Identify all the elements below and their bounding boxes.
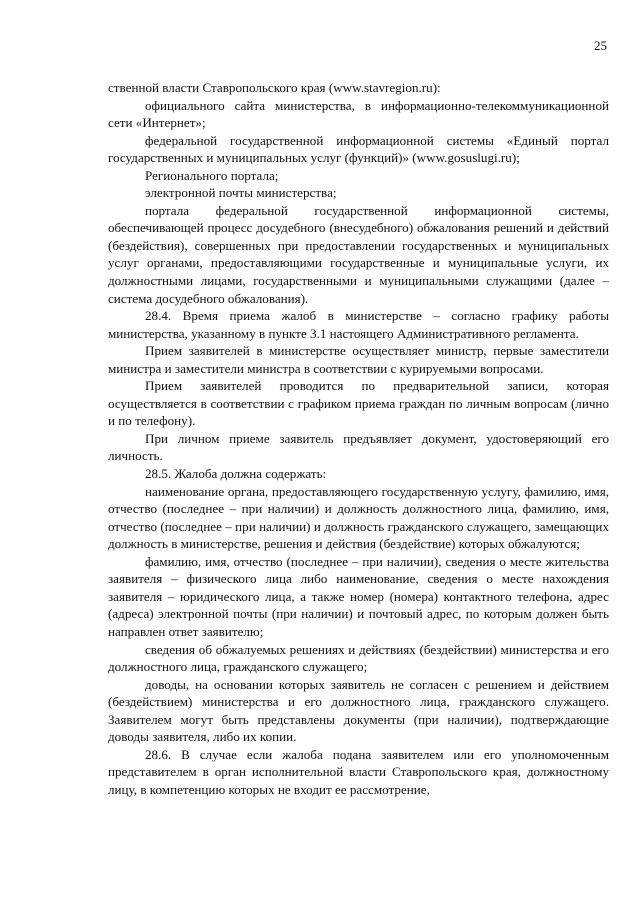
paragraph: Регионального портала; (145, 167, 279, 183)
paragraph: 28.6. В случае если жалоба подана заявителем или его уполномоченным представителем в орган исполнительной власти Ставропольского края, должностному лицу, в компетенцию которых не входит ее рассмотрение, (108, 746, 609, 797)
paragraph: портала федеральной государственной информационной системы, обеспечивающей процесс досудебного (внесудебного) обжалования решений и действий (бездействия), совершенных при предоставлении государственных и муниципальных услуг органами, предоставляющими государственные и муниципальные услуги, их должностными лицами, государственными и муниципальными служащими (далее – система досудебного обжалования). (108, 202, 609, 306)
paragraph: фамилию, имя, отчество (последнее – при наличии), сведения о месте жительства заявителя – физического лица либо наименование, сведения о месте нахождения заявителя – юридического лица, а также номер (номера) контактного телефона, адрес (адреса) электронной почты (при наличии) и почтовый адрес, по которым должен быть направлен ответ заявителю; (108, 553, 609, 639)
paragraph: официального сайта министерства, в информационно-телекоммуникационной сети «Интернет»; (108, 97, 609, 131)
page-number: 25 (594, 38, 607, 53)
paragraph: 28.5. Жалоба должна содержать: (145, 466, 327, 482)
paragraph: федеральной государственной информационной системы «Единый портал государственных и муниципальных услуг (функций)» (www.gosuslugi.ru); (108, 132, 609, 166)
paragraph: электронной почты министерства; (145, 185, 337, 201)
paragraph: Прием заявителей в министерстве осуществляет министр, первые заместители министра и заместители министра в соответствии с курируемыми вопросами. (108, 343, 609, 376)
body-text (108, 79, 609, 798)
paragraph: При личном приеме заявитель предъявляет документ, удостоверяющий его личность. (108, 430, 609, 464)
paragraph: ственной власти Ставропольского края (www.stavregion.ru): (108, 80, 441, 95)
paragraph: Прием заявителей проводится по предварительной записи, которая осуществляется в соответствии с графиком приема граждан по личным вопросам (лично и по телефону). (108, 378, 609, 429)
paragraph: 28.4. Время приема жалоб в министерстве – согласно графику работы министерства, указанному в пункте 3.1 настоящего Административного регламента. (108, 308, 609, 341)
paragraph: доводы, на основании которых заявитель не согласен с решением и действием (бездействием) министерства и его должностного лица, гражданского служащего. Заявителем могут быть представлены документы (при наличии), подтверждающие доводы заявителя, либо их копии. (108, 676, 609, 745)
paragraph: сведения об обжалуемых решениях и действиях (бездействии) министерства и его должностного лица, гражданского служащего; (108, 641, 609, 675)
paragraph: наименование органа, предоставляющего государственную услугу, фамилию, имя, отчество (последнее – при наличии) и должность должностного лица, фамилию, имя, отчество (последнее – при наличии) и должность гражданского служащего, замещающих должность в министерстве, решения и действия (бездействие) которых обжалуются; (108, 483, 609, 552)
